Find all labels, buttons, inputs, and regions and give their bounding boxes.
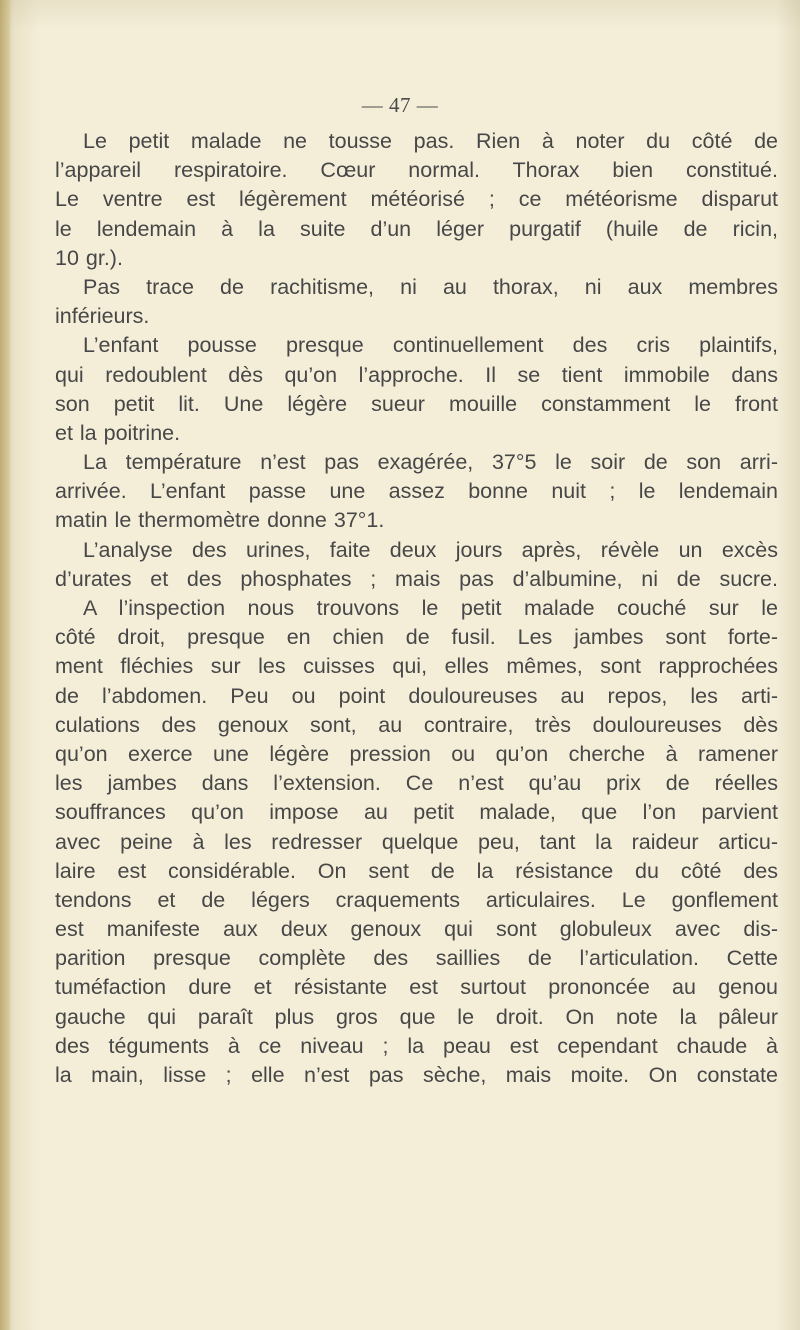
text-line: côté droit, presque en chien de fusil. Les jambes sont forte-	[55, 625, 778, 650]
text-line: La température n’est pas exagérée, 37°5 le soir de son arri-	[83, 450, 778, 475]
text-line: qui redoublent dès qu’on l’approche. Il se tient immobile dans	[55, 362, 778, 387]
text-line: la main, lisse ; elle n’est pas sèche, mais moite. On constate	[55, 1063, 778, 1087]
text-line: souffrances qu’on impose au petit malade, que l’on parvient	[55, 800, 778, 825]
text-line: Pas trace de rachitisme, ni au thorax, ni aux membres	[83, 274, 778, 299]
text-line: est manifeste aux deux genoux qui sont globuleux avec dis-	[55, 917, 778, 942]
body-text	[55, 127, 778, 1090]
text-line: et la poitrine.	[55, 420, 181, 445]
page-number: — 47 —	[361, 93, 439, 117]
text-line: des téguments à ce niveau ; la peau est cependant chaude à	[55, 1033, 778, 1058]
page-binding-edge	[0, 0, 10, 1330]
text-line: ment fléchies sur les cuisses qui, elles mêmes, sont rapprochées	[55, 654, 778, 679]
text-line: A l’inspection nous trouvons le petit malade couché sur le	[83, 596, 778, 620]
text-line: L’analyse des urines, faite deux jours après, révèle un excès	[83, 537, 778, 562]
text-line: laire est considérable. On sent de la résistance du côté des	[55, 858, 778, 883]
text-line: matin le thermomètre donne 37°1.	[55, 508, 385, 533]
text-line: qu’on exerce une légère pression ou qu’on cherche à ramener	[55, 741, 778, 766]
text-line: culations des genoux sont, au contraire, très douloureuses dès	[55, 712, 778, 737]
text-line: avec peine à les redresser quelque peu, tant la raideur articu-	[55, 829, 778, 854]
text-line: tuméfaction dure et résistante est surtout prononcée au genou	[55, 975, 778, 1000]
text-line: inférieurs.	[55, 304, 150, 329]
text-line: Le ventre est légèrement météorisé ; ce météorisme disparut	[55, 187, 778, 212]
text-line: tendons et de légers craquements articulaires. Le gonflement	[55, 887, 778, 912]
text-line: le lendemain à la suite d’un léger purgatif (huile de ricin,	[55, 216, 778, 241]
text-line: Le petit malade ne tousse pas. Rien à noter du côté de	[83, 129, 778, 153]
text-line: l’appareil respiratoire. Cœur normal. Thorax bien constitué.	[55, 158, 778, 183]
text-line: les jambes dans l’extension. Ce n’est qu’au prix de réelles	[55, 771, 778, 796]
text-line: parition presque complète des saillies de l’articulation. Cette	[55, 946, 778, 971]
text-line: arrivée. L’enfant passe une assez bonne nuit ; le lendemain	[55, 479, 778, 504]
text-line: de l’abdomen. Peu ou point douloureuses au repos, les arti-	[55, 683, 778, 708]
text-line: 10 gr.).	[55, 245, 123, 270]
text-line: L’enfant pousse presque continuellement des cris plaintifs,	[83, 333, 778, 358]
text-line: d’urates et des phosphates ; mais pas d’albumine, ni de sucre.	[55, 566, 778, 591]
text-line: gauche qui paraît plus gros que le droit. On note la pâleur	[55, 1004, 778, 1029]
text-line: son petit lit. Une légère sueur mouille constamment le front	[55, 391, 778, 416]
